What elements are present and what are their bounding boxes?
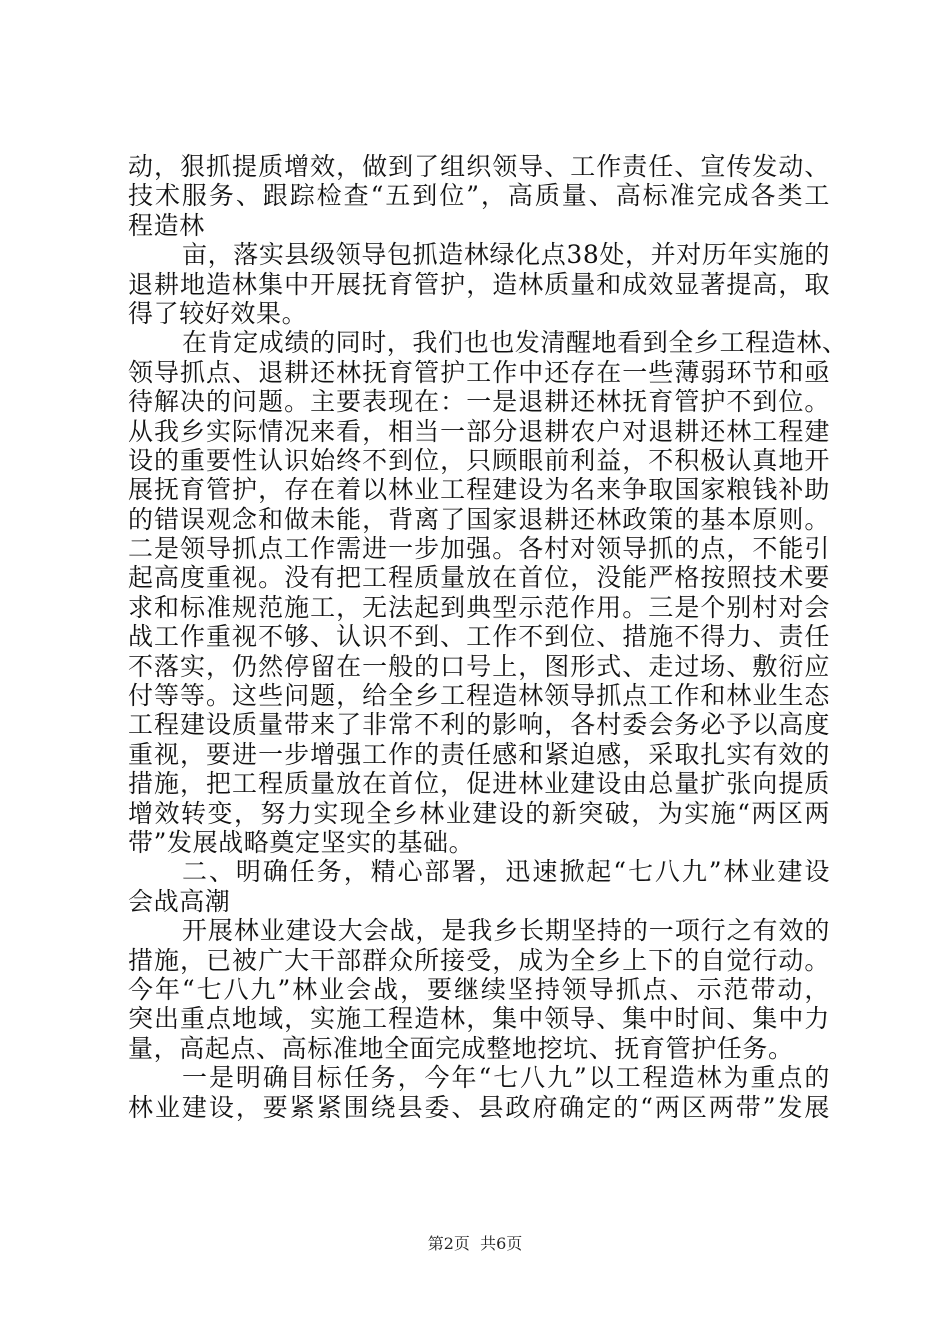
text-line: 战工作重视不够、认识不到、工作不到位、措施不得力、责任 <box>128 622 830 652</box>
text-line: 退耕地造林集中开展抚育管护，造林质量和成效显著提高，取 <box>128 269 830 299</box>
text-line: 亩，落实县级领导包抓造林绿化点38处，并对历年实施的 <box>182 240 830 270</box>
text-line: 一是明确目标任务，今年“七八九”以工程造林为重点的 <box>182 1063 830 1093</box>
text-line: 二是领导抓点工作需进一步加强。各村对领导抓的点，不能引 <box>128 534 830 564</box>
text-line: 付等等。这些问题，给全乡工程造林领导抓点工作和林业生态 <box>128 681 830 711</box>
section-heading-line: 二、明确任务，精心部署，迅速掀起“七八九”林业建设 <box>182 857 830 887</box>
text-line: 的错误观念和做未能，背离了国家退耕还林政策的基本原则。 <box>128 504 830 534</box>
text-line: 得了较好效果。 <box>128 298 308 328</box>
text-line: 林业建设，要紧紧围绕县委、县政府确定的“两区两带”发展 <box>128 1092 830 1122</box>
text-line: 工程建设质量带来了非常不利的影响，各村委会务必予以高度 <box>128 710 830 740</box>
text-line: 增效转变，努力实现全乡林业建设的新突破，为实施“两区两 <box>128 798 830 828</box>
text-line: 求和标准规范施工，无法起到典型示范作用。三是个别村对会 <box>128 592 830 622</box>
text-line: 今年“七八九”林业会战，要继续坚持领导抓点、示范带动， <box>128 974 830 1004</box>
page-number-label: 第2页 共6页 <box>427 1234 523 1253</box>
text-line: 量，高起点、高标准地全面完成整地挖坑、抚育管护任务。 <box>128 1033 794 1063</box>
text-line: 不落实，仍然停留在一般的口号上，图形式、走过场、敷衍应 <box>128 651 830 681</box>
text-line: 技术服务、跟踪检查“五到位”，高质量、高标准完成各类工 <box>128 181 830 211</box>
text-line: 在肯定成绩的同时，我们也也发清醒地看到全乡工程造林、 <box>182 328 848 358</box>
text-line: 从我乡实际情况来看，相当一部分退耕农户对退耕还林工程建 <box>128 416 830 446</box>
document-body <box>128 152 848 1122</box>
text-line: 带”发展战略奠定坚实的基础。 <box>128 827 475 857</box>
text-line: 展抚育管护，存在着以林业工程建设为名来争取国家粮钱补助 <box>128 475 830 505</box>
text-line: 待解决的问题。主要表现在：一是退耕还林抚育管护不到位。 <box>128 387 830 417</box>
text-line: 设的重要性认识始终不到位，只顾眼前利益，不积极认真地开 <box>128 445 830 475</box>
section-heading-line: 会战高潮 <box>128 886 231 916</box>
text-line: 措施，把工程质量放在首位，促进林业建设由总量扩张向提质 <box>128 769 830 799</box>
text-line: 起高度重视。没有把工程质量放在首位，没能严格按照技术要 <box>128 563 830 593</box>
text-line: 措施，已被广大干部群众所接受，成为全乡上下的自觉行动。 <box>128 945 830 975</box>
text-line: 领导抓点、退耕还林抚育管护工作中还存在一些薄弱环节和亟 <box>128 357 830 387</box>
text-line: 程造林 <box>128 210 205 240</box>
page-footer <box>0 1234 950 1254</box>
text-line: 重视，要进一步增强工作的责任感和紧迫感，采取扎实有效的 <box>128 739 830 769</box>
text-line: 动，狠抓提质增效，做到了组织领导、工作责任、宣传发动、 <box>128 152 830 181</box>
text-line: 开展林业建设大会战，是我乡长期坚持的一项行之有效的 <box>182 916 830 946</box>
text-line: 突出重点地域，实施工程造林，集中领导、集中时间、集中力 <box>128 1004 830 1034</box>
